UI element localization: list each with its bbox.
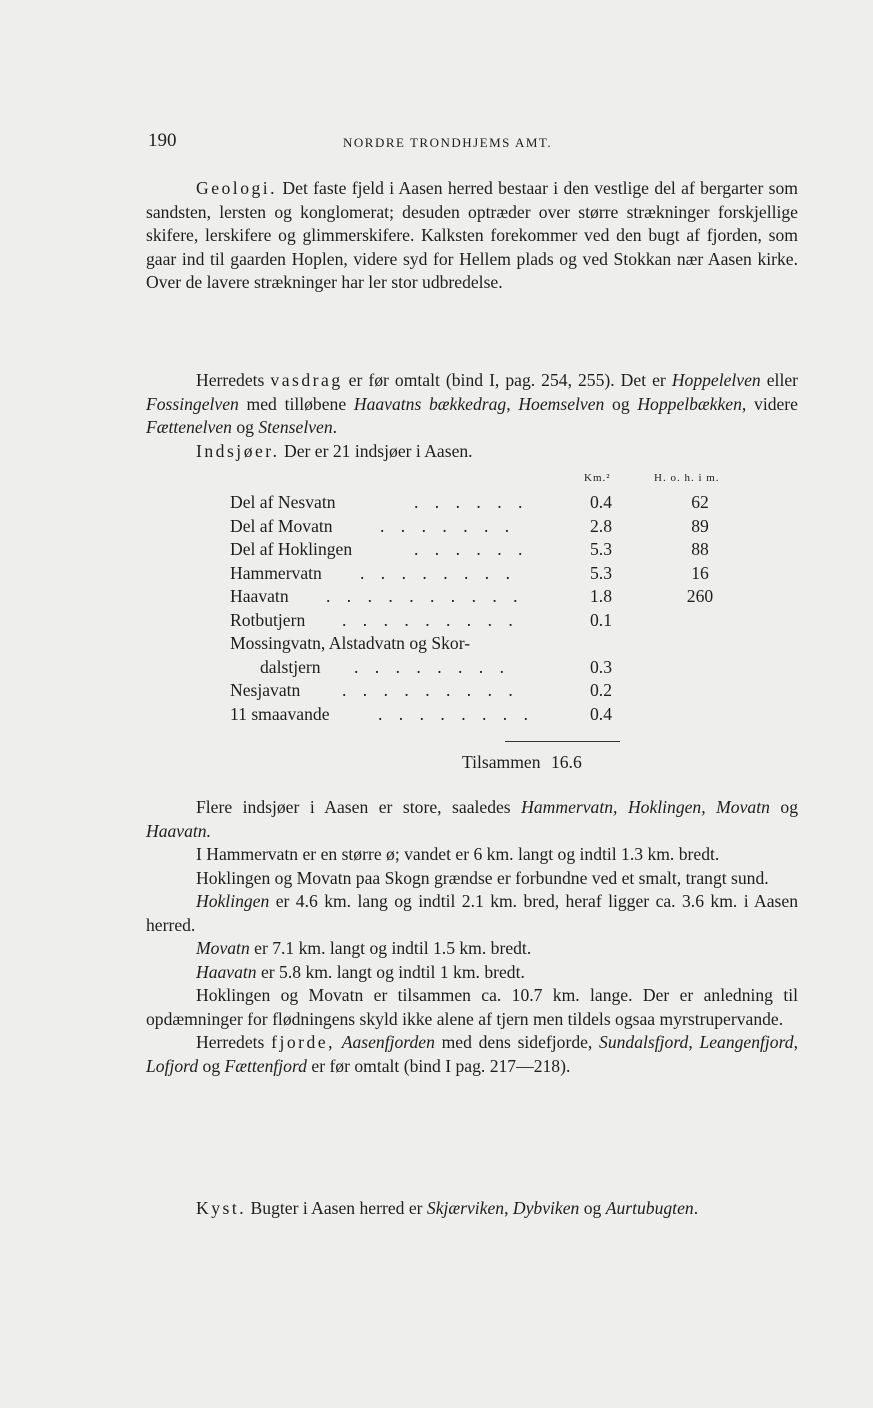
leader-dots: . . . . . . . .: [354, 656, 510, 677]
lake-name: Haavatn: [230, 586, 289, 606]
text-run: og: [231, 417, 259, 437]
geologi-paragraph: [146, 177, 798, 295]
leader-dots: . . . . . . . . . .: [326, 586, 524, 606]
table-row: [230, 610, 770, 633]
leader-dots: . . . . . . . .: [360, 562, 516, 583]
lake-area: 0.3: [590, 656, 612, 677]
lake-area: 1.8: [590, 586, 612, 606]
geologi-text: Det faste fjeld i Aasen herred bestaar i den vestlige del af bergarter som sandsten, lersten og konglomerat; desuden optræder over større strækninger forskjellige skifere, lerskifere og glimmerskifere. Kalksten forekommer ved den bugt af fjorden, som gaar ind til gaarden Hoplen, videre syd for Hellem plads og ved Stokkan nær Aasen kirke. Over de lavere strækninger har ler stor udbredelse.: [146, 178, 798, 292]
leader-dots: . . . . . . .: [380, 515, 516, 536]
combined-paragraph: Hoklingen og Movatn er tilsammen ca. 10.7 km. lange. Der er anledning til opdæmninger for flødningens skyld ikke alene af tjern men tildels ogsaa myrstrupervande.: [146, 985, 798, 1029]
lake-area: 0.4: [590, 492, 612, 512]
table-row: [230, 516, 770, 539]
leader-dots: . . . . . .: [414, 539, 529, 559]
text-run: og: [604, 393, 638, 414]
lakes-paragraph: [146, 796, 798, 843]
geologi-label: Geologi.: [196, 178, 278, 198]
kyst-paragraph: [146, 1197, 798, 1221]
geologi-section: [146, 177, 798, 295]
lake-name: Mossingvatn, Alstadvatn og Skor-: [230, 633, 471, 653]
text-run: ,: [688, 1032, 700, 1052]
lake-name: Haavatn: [196, 961, 257, 982]
bay-name: Aurtubugten: [605, 1198, 694, 1218]
river-name: Fossingelven: [146, 393, 239, 414]
hoklingen-movatn-paragraph: Hoklingen og Movatn paa Skogn grændse er forbundne ved et smalt, trangt sund.: [196, 867, 769, 888]
lake-name: Rotbutjern: [230, 609, 306, 630]
fjord-name: Fættenfjord: [224, 1055, 307, 1076]
text-run: og: [769, 797, 798, 817]
fjorde-label: fjorde,: [271, 1032, 336, 1052]
lake-height: 89: [691, 515, 709, 536]
page-number: 190: [148, 130, 177, 151]
lake-name: Nesjavatn: [230, 680, 301, 700]
lake-height: 88: [691, 539, 709, 559]
lake-name: Del af Hoklingen: [230, 539, 353, 559]
lake-name: Movatn: [196, 938, 250, 958]
hammervatn-paragraph: I Hammervatn er en større ø; vandet er 6 km. langt og indtil 1.3 km. bredt.: [196, 844, 720, 864]
river-name: Hoemselven: [518, 393, 605, 414]
kyst-section: [146, 1197, 798, 1221]
text-run: Bugter i Aasen herred er: [246, 1198, 427, 1218]
lake-area: 0.4: [590, 703, 612, 724]
fjord-name: Aasenfjorden: [341, 1032, 435, 1052]
lake-area: 0.2: [590, 680, 612, 700]
text-run: , videre: [741, 393, 798, 414]
text-run: og: [198, 1055, 225, 1076]
column-header-height: H. o. h. i m.: [654, 472, 720, 484]
table-row: [230, 563, 770, 586]
text-run: er 7.1 km. langt og indtil 1.5 km. bredt.: [249, 938, 532, 958]
lake-area: 5.3: [590, 562, 612, 583]
lake-name: Del af Movatn: [230, 515, 333, 536]
river-name: Haavatns bækkedrag,: [353, 393, 511, 414]
kyst-label: Kyst.: [196, 1198, 247, 1218]
text-run: ,: [793, 1032, 798, 1052]
haavatn-paragraph: [146, 961, 798, 985]
fjord-name: Lofjord: [146, 1055, 199, 1076]
lake-height: 260: [686, 586, 714, 606]
total-rule: [505, 741, 620, 742]
fjorde-paragraph: [146, 1031, 798, 1078]
text-run: er 5.8 km. langt og indtil 1 km. bredt.: [256, 961, 525, 982]
bay-name: Dybviken: [512, 1198, 580, 1218]
indsjoer-paragraph: [146, 440, 798, 464]
table-row: [230, 680, 770, 703]
lake-names: Haavatn.: [146, 820, 211, 841]
table-row: [230, 633, 770, 656]
table-total: [462, 752, 582, 773]
text-run: Herredets: [196, 370, 271, 390]
leader-dots: . . . . . . . . .: [342, 680, 519, 700]
river-name: Hoppelbækken: [637, 393, 742, 414]
total-label: Tilsammen: [462, 752, 541, 772]
text-run: og: [579, 1198, 606, 1218]
vasdrag-section: [146, 369, 798, 463]
text-run: er før omtalt (bind I pag. 217—218).: [306, 1055, 571, 1076]
running-title: NORDRE TRONDHJEMS AMT.: [343, 135, 553, 150]
leader-dots: . . . . . . . .: [378, 703, 534, 724]
lake-name: Hoklingen: [196, 891, 270, 911]
text-run: Herredets: [196, 1032, 272, 1052]
hoklingen-paragraph: [146, 890, 798, 937]
fjord-name: Sundalsfjord: [599, 1032, 689, 1052]
text-run: er 4.6 km. lang og indtil 2.1 km. bred, heraf ligger ca. 3.6 km. i Aasen herred.: [146, 891, 798, 935]
text-run: ,: [504, 1198, 513, 1218]
vasdrag-label: vasdrag: [270, 370, 343, 390]
text-run: er før omtalt (bind I, pag. 254, 255). Det er: [342, 370, 672, 390]
river-name: Hoppelelven: [671, 370, 761, 390]
lake-name: Hammervatn: [230, 562, 322, 583]
lake-name: Del af Nesvatn: [230, 492, 336, 512]
movatn-paragraph: [146, 937, 798, 961]
text-run: .: [332, 417, 338, 437]
text-run: .: [693, 1198, 699, 1218]
lakes-section: [146, 796, 798, 1078]
total-value: 16.6: [550, 752, 582, 772]
text-run: [335, 1032, 342, 1052]
table-row: [230, 704, 770, 727]
table-row: [230, 586, 770, 609]
bay-name: Skjærviken: [426, 1198, 505, 1218]
vasdrag-paragraph: [146, 369, 798, 440]
lake-name: 11 smaavande: [230, 703, 330, 724]
lake-height: 16: [691, 562, 709, 583]
indsjoer-label: Indsjøer.: [196, 440, 280, 461]
lake-names: Hammervatn, Hoklingen, Movatn: [521, 797, 770, 817]
lake-name: dalstjern: [260, 656, 321, 677]
fjord-name: Leangenfjord: [699, 1032, 794, 1052]
table-row: [230, 492, 770, 515]
text-run: Flere indsjøer i Aasen er store, saaledes: [196, 797, 522, 817]
leader-dots: . . . . . . . . .: [342, 609, 519, 630]
text-run: eller: [760, 370, 799, 390]
table-row: [230, 657, 770, 680]
lake-area: 2.8: [590, 515, 612, 536]
river-name: Stenselven: [258, 417, 333, 437]
text-run: med tilløbene: [238, 393, 354, 414]
table-row: [230, 539, 770, 562]
column-header-km: Km.²: [584, 472, 611, 484]
lake-height: 62: [691, 492, 709, 512]
page-header: [148, 130, 798, 154]
text-run: med dens sidefjorde,: [434, 1032, 600, 1052]
lake-area: 0.1: [590, 609, 612, 630]
lake-area: 5.3: [590, 539, 612, 559]
leader-dots: . . . . . .: [414, 492, 529, 512]
river-name: Fættenelven: [146, 417, 232, 437]
indsjoer-text: Der er 21 indsjøer i Aasen.: [279, 440, 473, 461]
